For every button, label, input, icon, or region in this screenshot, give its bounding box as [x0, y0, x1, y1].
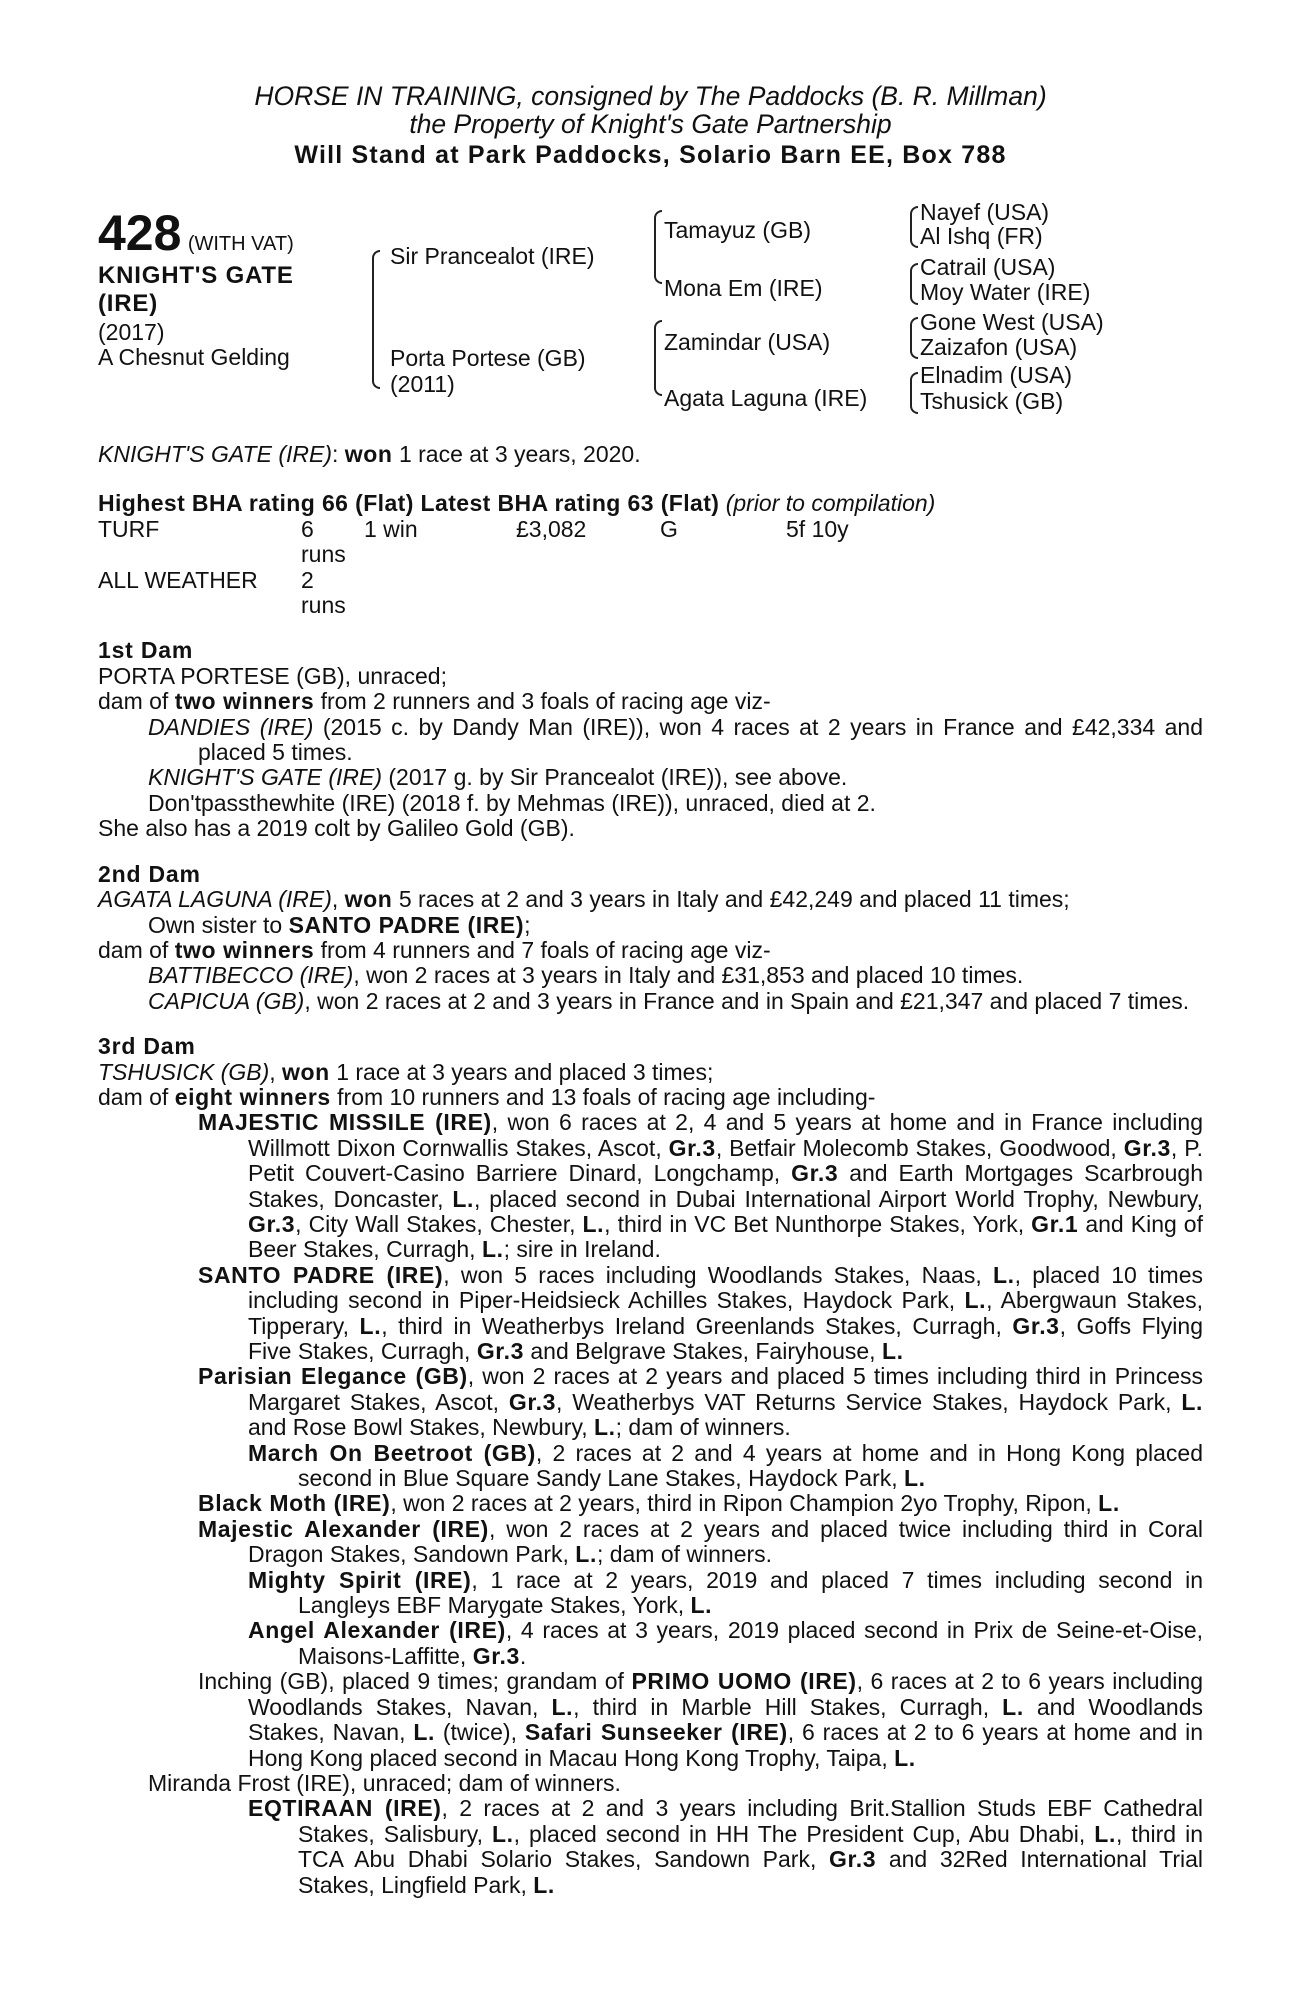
- horse-description: A Chesnut Gelding: [98, 344, 290, 370]
- ratings-section: [98, 491, 1203, 618]
- sire-dam-bracket: [372, 250, 380, 389]
- sire-dam: Mona Em (IRE): [664, 275, 823, 301]
- horse-name: KNIGHT'S GATE: [98, 262, 294, 289]
- lot-number: 428: [98, 205, 182, 261]
- progeny-entry: Mighty Spirit (IRE), 1 race at 2 years, 2019 and placed 7 times including second in Langleys EBF Marygate Stakes, York, L.: [248, 1566, 1204, 1619]
- progeny-entry: KNIGHT'S GATE (IRE) (2017 g. by Sir Prancealot (IRE)), see above.: [148, 764, 848, 791]
- ratings-note: (prior to compilation): [719, 490, 936, 517]
- prize: £3,082: [516, 515, 587, 542]
- g3-3: Catrail (USA): [920, 254, 1056, 280]
- gen3-bracket-2: [910, 263, 918, 305]
- runs-row-turf: [98, 517, 849, 568]
- section-heading: 1st Dam: [98, 637, 194, 664]
- progeny-entry: Inching (GB), placed 9 times; grandam of PRIMO UOMO (IRE), 6 races at 2 to 6 years including Woodlands Stakes, Navan, L., third in Marble Hill Stakes, Curragh, L. and Woodlands Stakes, Navan, L. (twice), Safari Sunseeker (IRE), 6 races at 2 to 6 years at home and in Hong Kong placed second in Macau Hong Kong Trophy, Taipa, L.: [198, 1668, 1204, 1771]
- lot-number-block: [98, 205, 294, 261]
- progeny-entry: Majestic Alexander (IRE), won 2 races at 2 years and placed twice including third in Coral Dragon Stakes, Sandown Park, L.; dam of winners.: [198, 1515, 1204, 1568]
- progeny-entry: DANDIES (IRE) (2015 c. by Dandy Man (IRE)), won 4 races at 2 years in France and £42,334 and placed 5 times.: [148, 713, 1204, 766]
- property-line: the Property of Knight's Gate Partnership: [409, 109, 892, 139]
- g3-5: Gone West (USA): [920, 309, 1104, 335]
- vat-note: (WITH VAT): [187, 233, 294, 255]
- g3-4: Moy Water (IRE): [920, 279, 1091, 305]
- dam-line: PORTA PORTESE (GB), unraced;: [98, 662, 447, 689]
- progeny-entry: Don'tpassthewhite (IRE) (2018 f. by Mehmas (IRE)), unraced, died at 2.: [148, 789, 876, 816]
- progeny-entry: BATTIBECCO (IRE), won 2 races at 3 years in Italy and £31,853 and placed 10 times.: [148, 962, 1024, 989]
- progeny-entry: Parisian Elegance (GB), won 2 races at 2 years and placed 5 times including third in Princess Margaret Stakes, Ascot, Gr.3, Weatherbys VAT Returns Service Stakes, Haydock Park, L. and Rose Bowl Stakes, Newbury, L.; dam of winners.: [198, 1363, 1203, 1441]
- sire: Sir Prancealot (IRE): [390, 243, 595, 269]
- g3-1: Nayef (USA): [920, 199, 1050, 225]
- foaling-year: (2017): [98, 319, 165, 345]
- horse-name-country: (IRE): [98, 290, 158, 317]
- summary-horse-name: KNIGHT'S GATE (IRE): [98, 441, 332, 467]
- progeny-entry: SANTO PADRE (IRE), won 5 races including Woodlands Stakes, Naas, L., placed 10 times including second in Piper-Heidsieck Achilles Stakes, Haydock Park, L., Abergwaun Stakes, Tipperary, L., third in Weatherbys Ireland Greenlands Stakes, Curragh, Gr.3, Goffs Flying Five Stakes, Curragh, Gr.3 and Belgrave Stakes, Fairyhouse, L.: [198, 1261, 1204, 1364]
- first-dam-section: [98, 638, 1203, 841]
- surface: ALL WEATHER: [98, 566, 258, 593]
- second-dam-section: [98, 862, 1203, 1014]
- ratings-bold: Highest BHA rating 66 (Flat) Latest BHA rating 63 (Flat): [98, 490, 720, 517]
- sister-line: Own sister to SANTO PADRE (IRE);: [148, 911, 531, 938]
- progeny-entry: Angel Alexander (IRE), 4 races at 3 years, 2019 placed second in Prix de Seine-et-Oise, Maisons-Laffitte, Gr.3.: [248, 1617, 1204, 1669]
- dam-line: AGATA LAGUNA (IRE), won 5 races at 2 and 3 years in Italy and £42,249 and placed 11 times;: [98, 886, 1070, 913]
- dam-dam: Agata Laguna (IRE): [664, 385, 868, 411]
- runs: 6 runs: [301, 515, 346, 568]
- dam-sire: Zamindar (USA): [664, 329, 831, 355]
- section-heading: 2nd Dam: [98, 860, 201, 887]
- gen3-bracket-4: [910, 372, 918, 414]
- summary-won: won: [344, 441, 393, 467]
- dam: Porta Portese (GB): [390, 345, 586, 371]
- wins: 1 win: [364, 515, 418, 542]
- progeny-entry: March On Beetroot (GB), 2 races at 2 and 4 years at home and in Hong Kong placed second in Blue Square Sandy Lane Stakes, Haydock Park, L.: [248, 1439, 1203, 1492]
- sire-sire: Tamayuz (GB): [664, 217, 811, 243]
- g3-7: Elnadim (USA): [920, 362, 1073, 388]
- gen3-bracket-1: [910, 206, 918, 248]
- g3-8: Tshusick (GB): [920, 388, 1064, 414]
- progeny-entry: MAJESTIC MISSILE (IRE), won 6 races at 2, 4 and 5 years at home and in France including Willmott Dixon Cornwallis Stakes, Ascot, Gr.3, Betfair Molecomb Stakes, Goodwood, Gr.3, P. Petit Couvert-Casino Barriere Dinard, Longchamp, Gr.3 and Earth Mortgages Scarbrough Stakes, Doncaster, L., placed second in Dubai International Airport World Trophy, Newbury, Gr.3, City Wall Stakes, Chester, L., third in VC Bet Nunthorpe Stakes, York, Gr.1 and King of Beer Stakes, Curragh, L.; sire in Ireland.: [198, 1109, 1204, 1263]
- catalogue-page: [98, 82, 1203, 1898]
- progeny-entry: EQTIRAAN (IRE), 2 races at 2 and 3 years including Brit.Stallion Studs EBF Cathedral Stakes, Salisbury, L., placed second in HH The President Cup, Abu Dhabi, L., third in TCA Abu Dhabi Solario Stakes, Sandown Park, Gr.3 and 32Red International Trial Stakes, Lingfield Park, L.: [248, 1795, 1203, 1898]
- lot-header: [98, 82, 1203, 170]
- runs-row-aw: [98, 568, 849, 619]
- pedigree-table: [98, 200, 1203, 430]
- sire-parents-bracket: [654, 210, 662, 284]
- gen3-bracket-3: [910, 317, 918, 359]
- produce-line: dam of two winners from 2 runners and 3 foals of racing age viz-: [98, 688, 771, 715]
- progeny-entry: CAPICUA (GB), won 2 races at 2 and 3 years in France and in Spain and £21,347 and placed 7 times.: [148, 987, 1190, 1014]
- also-line: She also has a 2019 colt by Galileo Gold (GB).: [98, 815, 575, 842]
- produce-line: dam of two winners from 4 runners and 7 foals of racing age viz-: [98, 936, 771, 963]
- section-heading: 3rd Dam: [98, 1033, 196, 1060]
- progeny-entry: Black Moth (IRE), won 2 races at 2 years, third in Ripon Champion 2yo Trophy, Ripon, L.: [198, 1490, 1120, 1517]
- dam-parents-bracket: [654, 320, 662, 396]
- dam-year: (2011): [390, 371, 455, 397]
- runs-table: [98, 517, 849, 619]
- summary-text: 1 race at 3 years, 2020.: [392, 441, 641, 467]
- progeny-entry: Miranda Frost (IRE), unraced; dam of winners.: [148, 1769, 621, 1796]
- consignor-line: HORSE IN TRAINING, consigned by The Paddocks (B. R. Millman): [254, 81, 1047, 111]
- produce-line: dam of eight winners from 10 runners and 13 foals of racing age including-: [98, 1083, 876, 1110]
- runs: 2 runs: [301, 566, 346, 619]
- ratings-line: [98, 491, 1203, 516]
- distance: 5f 10y: [786, 515, 849, 542]
- surface: TURF: [98, 515, 160, 542]
- location-line: Will Stand at Park Paddocks, Solario Barn EE, Box 788: [294, 141, 1007, 169]
- third-dam-section: [98, 1034, 1203, 1898]
- g3-2: Al Ishq (FR): [920, 223, 1043, 249]
- dam-line: TSHUSICK (GB), won 1 race at 3 years and placed 3 times;: [98, 1058, 714, 1085]
- race-summary: KNIGHT'S GATE (IRE): won 1 race at 3 years, 2020.: [98, 441, 641, 467]
- going: G: [660, 515, 678, 542]
- g3-6: Zaizafon (USA): [920, 334, 1078, 360]
